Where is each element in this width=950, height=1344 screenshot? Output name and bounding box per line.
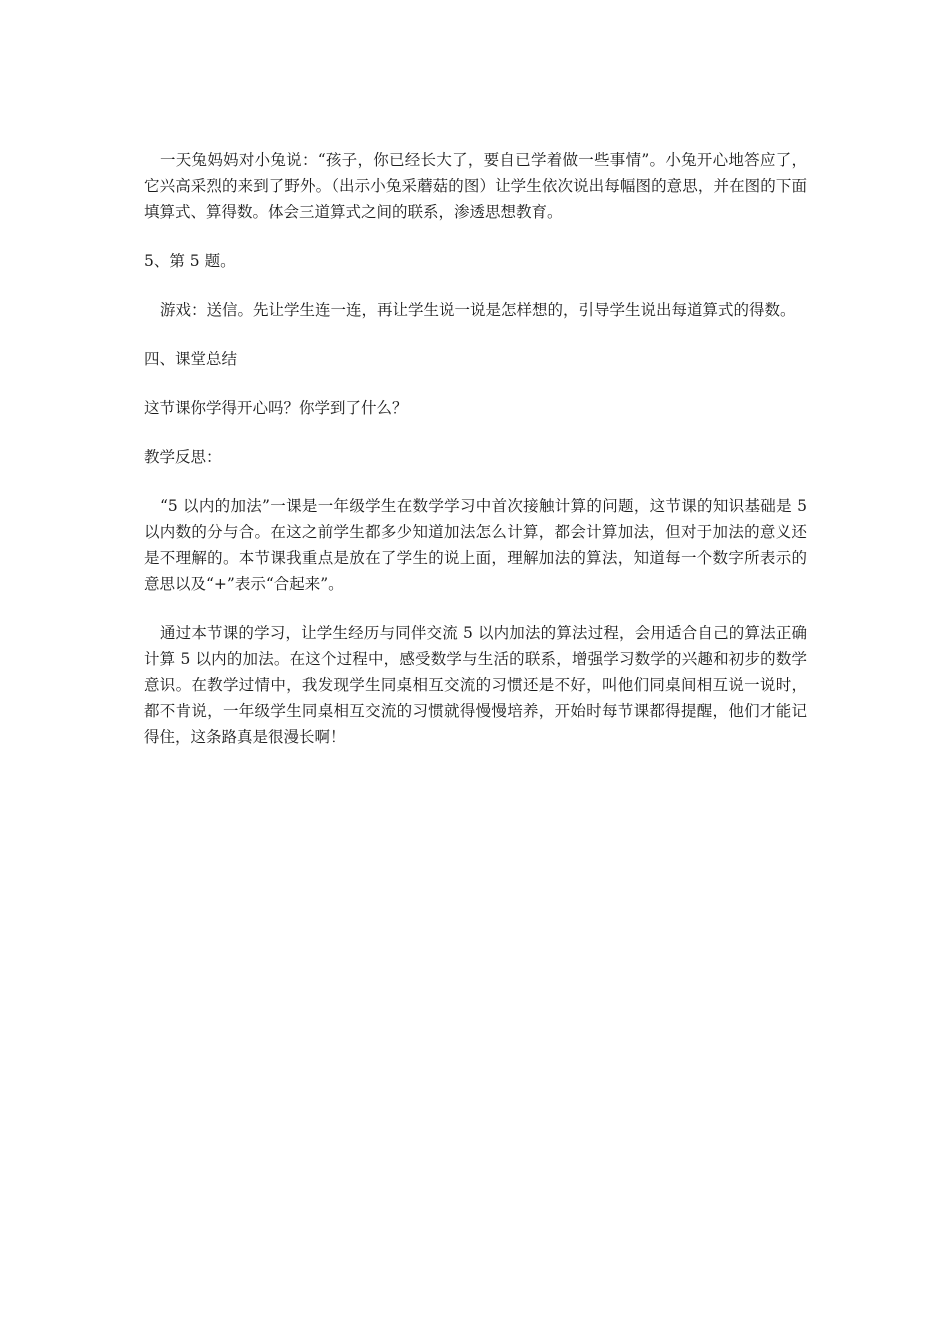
exercise-5-heading: 5、第 5 题。: [144, 252, 236, 270]
reflection-heading: 教学反思：: [144, 448, 222, 466]
reflection-paragraph-1: “5 以内的加法”一课是一年级学生在数学学习中首次接触计算的问题，这节课的知识基础是 5 以内数的分与合。在这之前学生都多少知道加法怎么计算，都会计算加法，但对于加法的意义还是不理解的。本节课我重点是放在了学生的说上面，理解加法的算法，知道每一个数字所表示的意思以及“+”表示“合起来”。: [144, 497, 807, 593]
reflection-paragraph-2: 通过本节课的学习，让学生经历与同伴交流 5 以内加法的算法过程，会用适合自己的算法正确计算 5 以内的加法。在这个过程中，感受数学与生活的联系，增强学习数学的兴趣和初步的数学意识。在教学过情中，我发现学生同桌相互交流的习惯还是不好，叫他们同桌间相互说一说时，都不肯说，一年级学生同桌相互交流的习惯就得慢慢培养，开始时每节课都得提醒，他们才能记得住，这条路真是很漫长啊！: [144, 624, 807, 746]
document-body: [144, 147, 807, 750]
game-paragraph: 游戏：送信。先让学生连一连，再让学生说一说是怎样想的，引导学生说出每道算式的得数。: [160, 301, 796, 319]
summary-question: 这节课你学得开心吗？你学到了什么？: [144, 399, 408, 417]
summary-heading: 四、课堂总结: [144, 350, 238, 368]
story-paragraph: 一天兔妈妈对小兔说：“孩子，你已经长大了，要自已学着做一些事情”。小兔开心地答应了，它兴高采烈的来到了野外。（出示小兔采蘑菇的图）让学生依次说出每幅图的意思，并在图的下面填算式、算得数。体会三道算式之间的联系，渗透思想教育。: [144, 151, 807, 221]
